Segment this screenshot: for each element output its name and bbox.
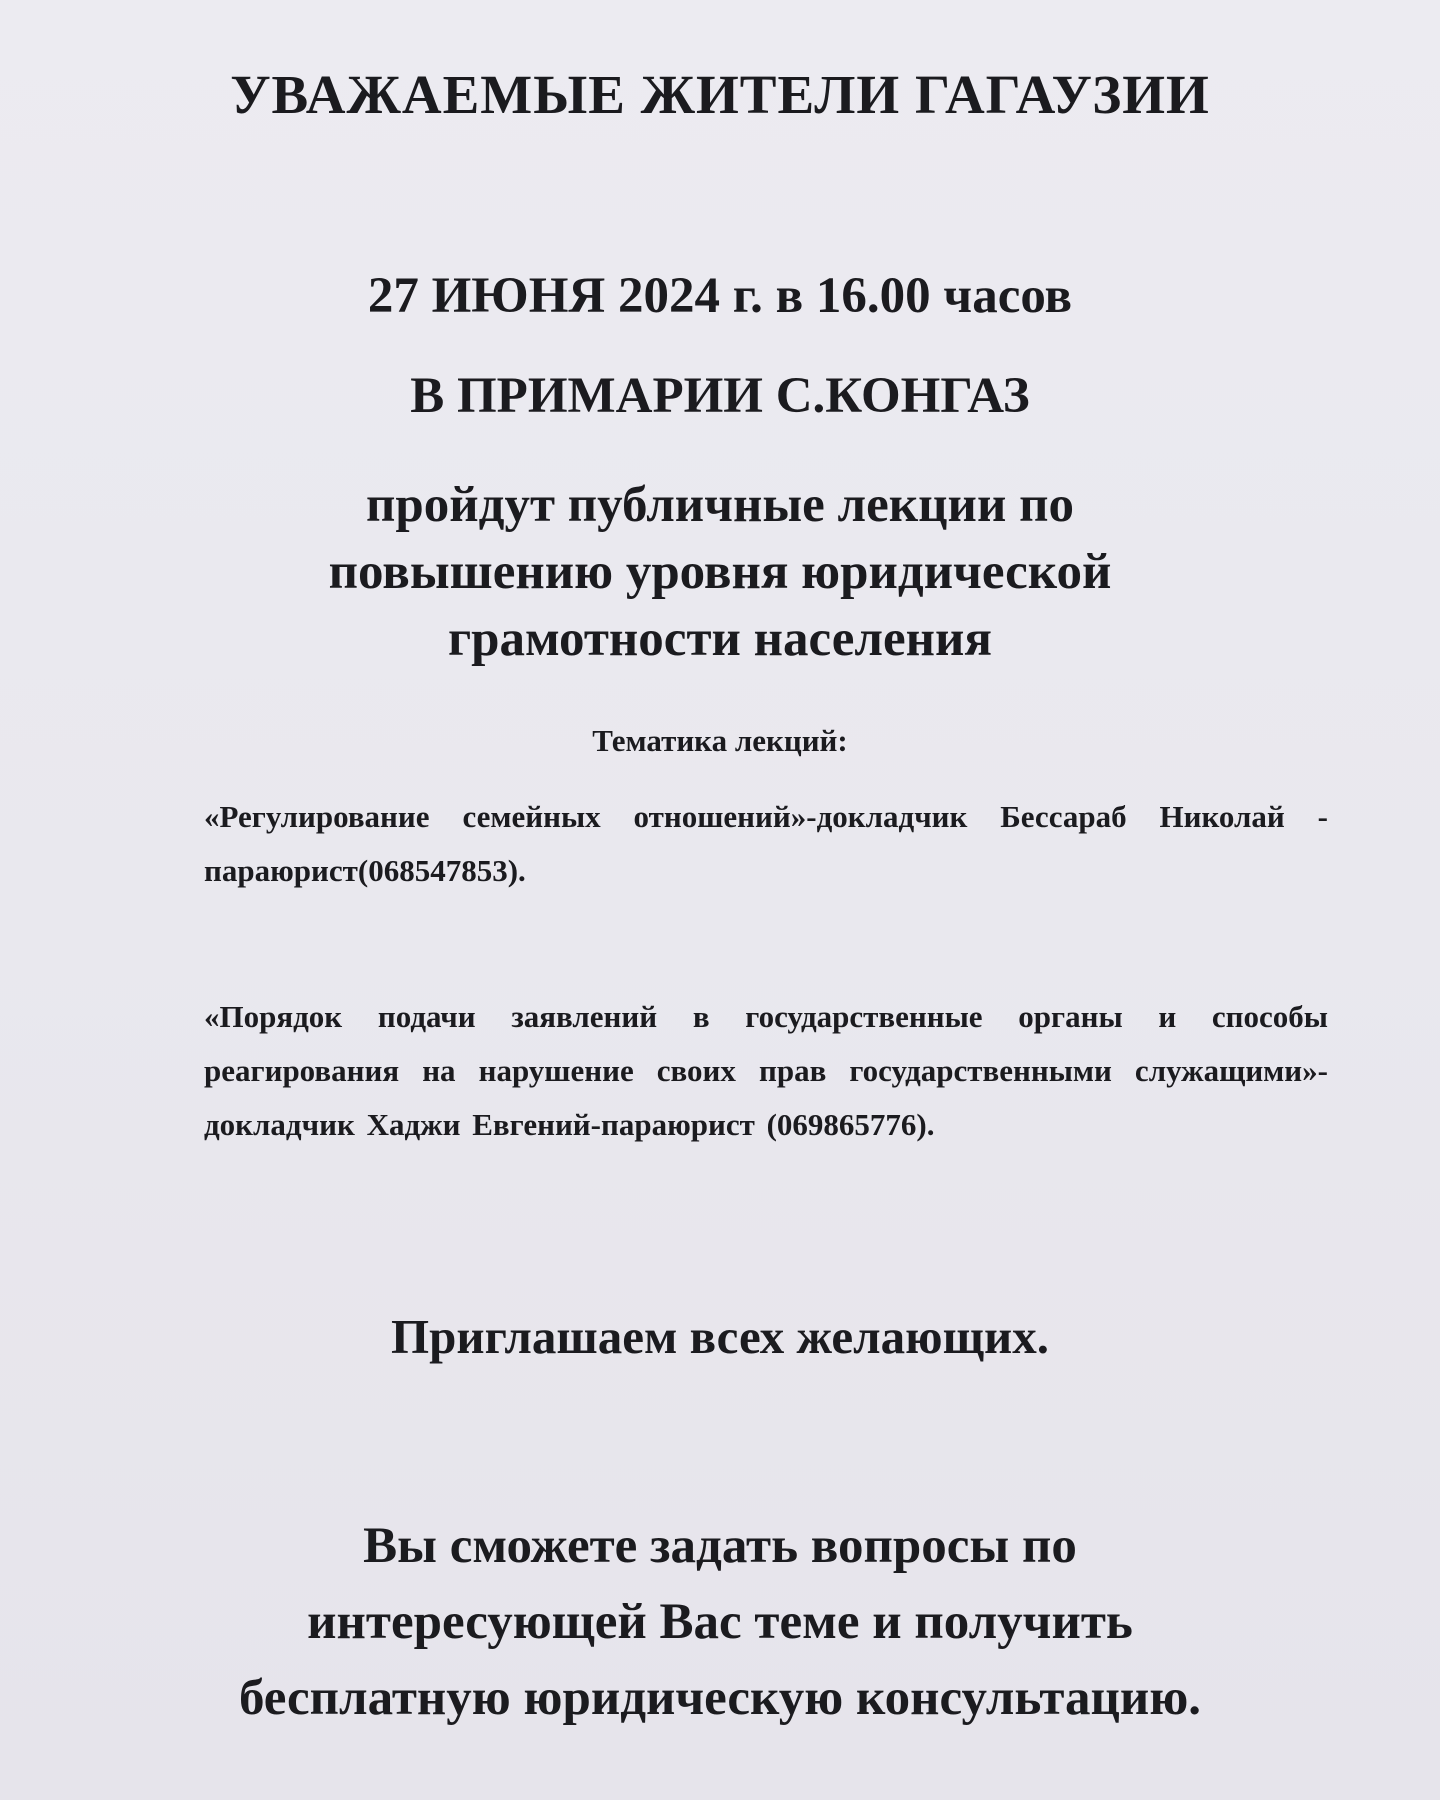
event-description-line: повышению уровня юридической: [328, 544, 1112, 600]
event-description-line: пройдут публичные лекции по: [366, 477, 1074, 533]
lecture-topic-applications: «Порядок подачи заявлений в государственные органы и способы реагирования на нарушение своих прав государственными служащими»-докладчик Хаджи Евгений-параюрист (069865776).: [204, 999, 1328, 1142]
closing-line: Вы сможете задать вопросы по: [363, 1518, 1077, 1574]
topics-title: Тематика лекций:: [592, 723, 848, 758]
event-date-time: 27 ИЮНЯ 2024 г. в 16.00 часов: [367, 268, 1073, 324]
closing-line: бесплатную юридическую консультацию.: [238, 1670, 1202, 1726]
closing-text: [0, 1508, 1440, 1736]
invitation-text: Приглашаем всех желающих.: [391, 1309, 1049, 1364]
notice-heading: УВАЖАЕМЫЕ ЖИТЕЛИ ГАГАУЗИИ: [230, 64, 1210, 125]
event-place: В ПРИМАРИИ С.КОНГАЗ: [410, 368, 1030, 424]
event-description-line: грамотности населения: [447, 611, 993, 667]
closing-line: интересующей Вас теме и получить: [307, 1594, 1133, 1650]
lecture-topic-family-relations: «Регулирование семейных отношений»-докладчик Бессараб Николай - параюрист(068547853).: [204, 799, 1328, 888]
event-description: [0, 472, 1440, 673]
